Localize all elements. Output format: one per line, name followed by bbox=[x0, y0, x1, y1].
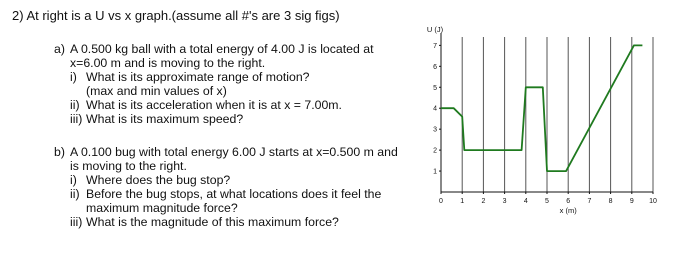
x-tick-label-2: 2 bbox=[481, 198, 486, 205]
part-b-sub-2-line-1: Before the bug stops, at what locations does it feel the bbox=[86, 187, 382, 201]
x-tick-label-10: 10 bbox=[649, 198, 657, 205]
part-b-sub-2-label: ii) bbox=[70, 187, 80, 201]
x-tick-label-6: 6 bbox=[566, 198, 571, 205]
part-a-sub-3-line-1: What is its maximum speed? bbox=[86, 112, 244, 126]
x-tick-label-4: 4 bbox=[523, 198, 528, 205]
part-a-text-line-2: x=6.00 m and is moving to the right. bbox=[70, 56, 266, 70]
y-tick-label-6: 6 bbox=[433, 63, 437, 71]
x-tick-label-3: 3 bbox=[502, 198, 507, 205]
part-b-sub-3-line-1: What is the magnitude of this maximum force? bbox=[86, 215, 339, 229]
y-tick-label-7: 7 bbox=[433, 42, 437, 50]
y-tick-label-3: 3 bbox=[433, 126, 437, 134]
part-b-text-line-1: A 0.100 bug with total energy 6.00 J starts at x=0.500 m and bbox=[70, 145, 398, 159]
x-axis-label: x (m) bbox=[559, 206, 577, 215]
part-a-sub-1-line-1: What is its approximate range of motion? bbox=[86, 70, 310, 84]
x-tick-label-7: 7 bbox=[587, 198, 592, 205]
part-a-sub-3-label: iii) bbox=[70, 112, 83, 126]
x-tick-label-8: 8 bbox=[608, 198, 613, 205]
part-a-sub-1-label: i) bbox=[70, 70, 77, 84]
part-b-sub-3-label: iii) bbox=[70, 215, 83, 229]
part-b-label: b) bbox=[54, 145, 65, 159]
part-a-sub-2-line-1: What is its acceleration when it is at x = 7.00m. bbox=[86, 98, 342, 112]
x-tick-label-0: 0 bbox=[439, 198, 443, 205]
part-a-sub-2-label: ii) bbox=[70, 98, 80, 112]
question-header: 2) At right is a U vs x graph.(assume all #'s are 3 sig figs) bbox=[12, 8, 340, 23]
part-a-sub-1-line-2: (max and min values of x) bbox=[86, 84, 227, 98]
y-tick-label-4: 4 bbox=[433, 105, 437, 113]
y-tick-label-5: 5 bbox=[433, 84, 437, 92]
series-line-0 bbox=[441, 45, 642, 171]
part-b-sub-1-label: i) bbox=[70, 173, 77, 187]
x-tick-label-5: 5 bbox=[545, 198, 549, 205]
x-tick-label-1: 1 bbox=[460, 198, 465, 205]
part-b-sub-1-line-1: Where does the bug stop? bbox=[86, 173, 231, 187]
part-a-label: a) bbox=[54, 42, 65, 56]
part-a-text-line-1: A 0.500 kg ball with a total energy of 4.00 J is located at bbox=[70, 42, 374, 56]
part-b-text-line-2: is moving to the right. bbox=[70, 159, 187, 173]
y-tick-label-1: 1 bbox=[433, 168, 437, 176]
y-axis-label: U (J) bbox=[426, 25, 444, 34]
part-b-sub-2-line-2: maximum magnitude force? bbox=[86, 201, 238, 215]
y-tick-label-2: 2 bbox=[433, 147, 437, 155]
x-tick-label-9: 9 bbox=[629, 198, 634, 205]
